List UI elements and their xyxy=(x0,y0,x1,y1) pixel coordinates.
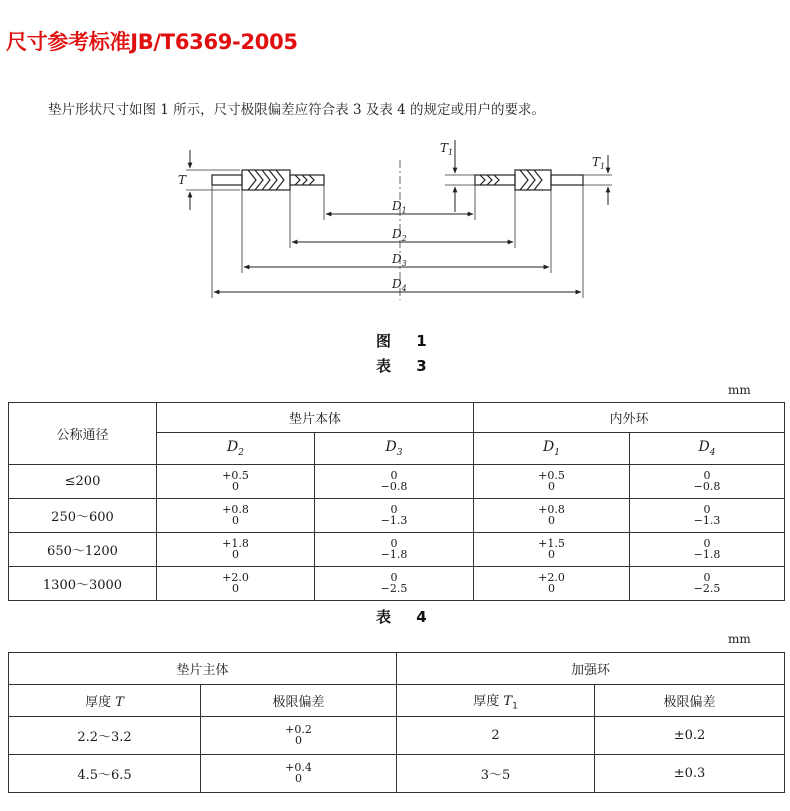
tol-cell: +1.5 0 xyxy=(474,533,630,567)
ring-hatching-left xyxy=(295,175,314,185)
tol-cell: 0 −1.8 xyxy=(315,533,474,567)
table3-col-d3: $D_3$ xyxy=(315,433,474,465)
table4-unit: mm xyxy=(728,632,751,646)
table-4 xyxy=(8,652,785,793)
table3-unit: mm xyxy=(728,383,751,397)
tol-cell: +0.2 0 xyxy=(201,717,397,755)
table4-group-ring: 加强环 xyxy=(397,653,785,685)
label-d2: $D_2$ xyxy=(392,227,407,243)
table4-header-row-2 xyxy=(9,685,785,717)
tol-cell: +0.5 0 xyxy=(157,465,315,499)
table-3 xyxy=(8,402,785,601)
table4-group-main: 垫片主体 xyxy=(9,653,397,685)
dimension-lines xyxy=(190,140,608,292)
nominal-cell: 250～600 xyxy=(9,499,157,533)
table4-col-ring-thickness: 厚度 $T_1$ xyxy=(397,685,595,717)
spiral-body-right xyxy=(515,170,551,190)
table4-col-tolerance: 极限偏差 xyxy=(201,685,397,717)
table4-col-thickness: 厚度 T xyxy=(9,685,201,717)
table-row xyxy=(9,533,785,567)
tol-cell: 0 −1.8 xyxy=(630,533,785,567)
table3-header-row-1 xyxy=(9,403,785,433)
figure-caption: 图 1 xyxy=(376,332,437,350)
nominal-cell: ≤200 xyxy=(9,465,157,499)
table4-col-ring-tolerance: 极限偏差 xyxy=(595,685,785,717)
outer-ring-right xyxy=(551,175,583,185)
tol-cell: 0 −1.3 xyxy=(630,499,785,533)
spiral-hatching-left xyxy=(248,170,284,190)
table4-header-row-1 xyxy=(9,653,785,685)
tol-cell: +2.0 0 xyxy=(474,567,630,601)
tol-cell: +0.8 0 xyxy=(157,499,315,533)
ring-tol-cell: ±0.3 xyxy=(595,755,785,793)
table3-col-nominal: 公称通径 xyxy=(9,403,157,465)
spiral-hatching-right xyxy=(520,170,542,190)
tol-cell: 0 −2.5 xyxy=(630,567,785,601)
tol-cell: 0 −1.3 xyxy=(315,499,474,533)
spiral-body-left xyxy=(242,170,290,190)
table-row xyxy=(9,567,785,601)
nominal-cell: 650～1200 xyxy=(9,533,157,567)
label-d3: $D_3$ xyxy=(392,252,407,268)
table4-caption: 表 4 xyxy=(376,608,437,626)
gasket-drawing xyxy=(0,0,790,320)
tol-cell: +2.0 0 xyxy=(157,567,315,601)
gasket-left-section xyxy=(212,170,324,190)
label-d4: $D_4$ xyxy=(392,277,407,293)
ring-hatching-right xyxy=(480,175,499,185)
gasket-right-section xyxy=(475,170,583,190)
ring-thickness-cell: 2 xyxy=(397,717,595,755)
tol-cell: +0.8 0 xyxy=(474,499,630,533)
table-row xyxy=(9,717,785,755)
thickness-cell: 2.2～3.2 xyxy=(9,717,201,755)
table-row xyxy=(9,465,785,499)
ring-thickness-cell: 3～5 xyxy=(397,755,595,793)
label-d1: $D_1$ xyxy=(392,199,407,215)
tol-cell: +1.8 0 xyxy=(157,533,315,567)
table-row xyxy=(9,755,785,793)
tol-cell: +0.4 0 xyxy=(201,755,397,793)
table-row xyxy=(9,499,785,533)
table3-caption: 表 3 xyxy=(376,357,437,375)
tol-cell: 0 −0.8 xyxy=(630,465,785,499)
table3-group-body: 垫片本体 xyxy=(157,403,474,433)
table3-col-d1: $D_1$ xyxy=(474,433,630,465)
page-title: 尺寸参考标准JB/T6369-2005 xyxy=(6,30,298,54)
tol-cell: 0 −2.5 xyxy=(315,567,474,601)
intro-text: 垫片形状尺寸如图 1 所示，尺寸极限偏差应符合表 3 及表 4 的规定或用户的要求。 xyxy=(48,102,546,118)
tol-cell: +0.5 0 xyxy=(474,465,630,499)
table3-col-d4: $D_4$ xyxy=(630,433,785,465)
label-t1-center: $T_1$ xyxy=(440,141,454,157)
label-t: T xyxy=(178,173,187,187)
outer-ring-left xyxy=(212,175,242,185)
table3-col-d2: $D_2$ xyxy=(157,433,315,465)
label-t1-right: $T_1$ xyxy=(592,155,606,171)
tol-cell: 0 −0.8 xyxy=(315,465,474,499)
ring-tol-cell: ±0.2 xyxy=(595,717,785,755)
nominal-cell: 1300～3000 xyxy=(9,567,157,601)
table3-group-rings: 内外环 xyxy=(474,403,785,433)
thickness-cell: 4.5～6.5 xyxy=(9,755,201,793)
